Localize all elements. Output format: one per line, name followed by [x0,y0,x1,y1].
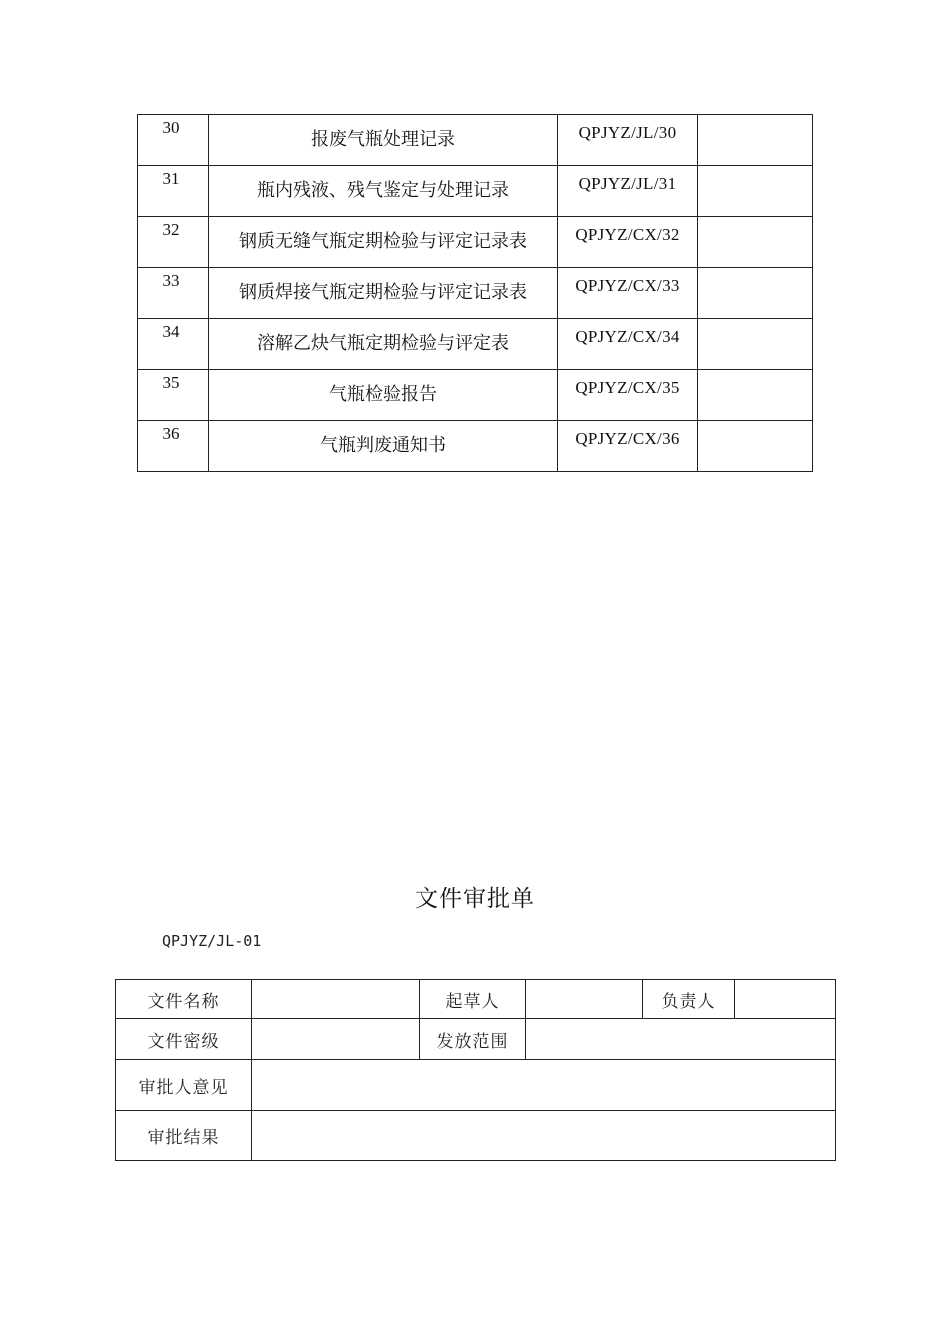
drafter-label: 起草人 [420,980,526,1019]
table-row [138,217,813,268]
record-blank-cell [698,166,813,217]
table-row [138,115,813,166]
record-number: 35 [138,370,209,421]
approver-opinion-label: 审批人意见 [116,1060,252,1111]
table-row [116,1060,836,1111]
distribution-field[interactable] [526,1019,836,1060]
approval-result-field[interactable] [252,1111,836,1161]
table-row [116,1019,836,1060]
record-name: 瓶内残液、残气鉴定与处理记录 [209,166,558,217]
record-name: 溶解乙炔气瓶定期检验与评定表 [209,319,558,370]
records-table [137,114,813,472]
approval-form-title: 文件审批单 [415,886,535,912]
approval-result-label: 审批结果 [116,1111,252,1161]
record-code: QPJYZ/CX/35 [558,370,698,421]
record-number: 31 [138,166,209,217]
record-code: QPJYZ/JL/30 [558,115,698,166]
record-number: 36 [138,421,209,472]
record-code: QPJYZ/JL/31 [558,166,698,217]
record-number: 34 [138,319,209,370]
record-number: 30 [138,115,209,166]
record-name: 报废气瓶处理记录 [209,115,558,166]
record-code: QPJYZ/CX/34 [558,319,698,370]
confidentiality-field[interactable] [252,1019,420,1060]
responsible-field[interactable] [735,980,836,1019]
record-code: QPJYZ/CX/36 [558,421,698,472]
record-name: 气瓶判废通知书 [209,421,558,472]
table-row [138,319,813,370]
record-name: 钢质无缝气瓶定期检验与评定记录表 [209,217,558,268]
record-blank-cell [698,370,813,421]
record-blank-cell [698,421,813,472]
table-row [116,1111,836,1161]
drafter-field[interactable] [526,980,643,1019]
approval-form-table [115,979,836,1161]
table-row [138,370,813,421]
responsible-label: 负责人 [643,980,735,1019]
file-name-label: 文件名称 [116,980,252,1019]
table-row [138,421,813,472]
table-row [138,166,813,217]
record-number: 33 [138,268,209,319]
record-code: QPJYZ/CX/33 [558,268,698,319]
record-blank-cell [698,115,813,166]
confidentiality-label: 文件密级 [116,1019,252,1060]
table-row [116,980,836,1019]
record-number: 32 [138,217,209,268]
file-name-field[interactable] [252,980,420,1019]
distribution-label: 发放范围 [420,1019,526,1060]
record-blank-cell [698,319,813,370]
approver-opinion-field[interactable] [252,1060,836,1111]
record-code: QPJYZ/CX/32 [558,217,698,268]
record-name: 气瓶检验报告 [209,370,558,421]
table-row [138,268,813,319]
record-name: 钢质焊接气瓶定期检验与评定记录表 [209,268,558,319]
record-blank-cell [698,217,813,268]
record-blank-cell [698,268,813,319]
approval-form-code: QPJYZ/JL-01 [162,932,262,950]
